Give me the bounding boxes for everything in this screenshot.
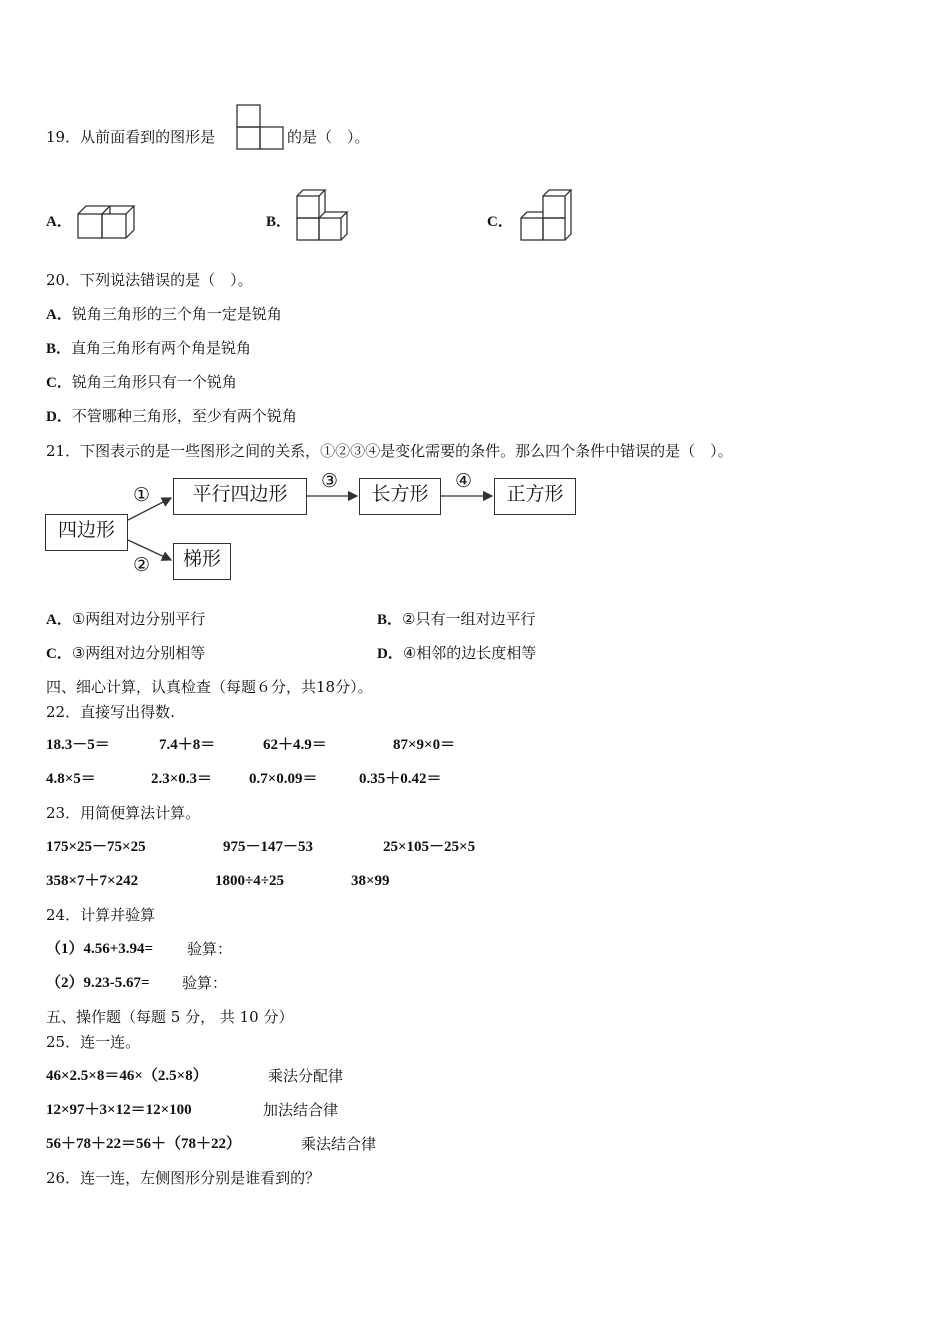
- q20-option-b[interactable]: B．直角三角形有两个角是锐角: [46, 339, 252, 357]
- section-4-title: 四、细心计算，认真检查（每题６分，共18分）。: [46, 678, 373, 696]
- q22-item: 2.3×0.3＝: [151, 771, 213, 787]
- q25-expression[interactable]: 56＋78＋22＝56＋（78＋22）: [46, 1136, 242, 1152]
- section-5-title: 五、操作题（每题 5 分， 共 10 分）: [46, 1008, 294, 1026]
- box-square: 正方形: [494, 478, 576, 515]
- q22-item: 18.3－5＝: [46, 737, 110, 753]
- q22-item: 87×9×0＝: [393, 737, 456, 753]
- q23-item: 1800÷4÷25: [215, 873, 284, 889]
- box-rectangle: 长方形: [359, 478, 441, 515]
- q24-check-2: 验算：: [182, 974, 228, 992]
- q20-option-d[interactable]: D．不管哪种三角形，至少有两个锐角: [46, 407, 297, 425]
- q24-check-1: 验算：: [187, 940, 233, 958]
- q25-expression[interactable]: 12×97＋3×12＝12×100: [46, 1102, 192, 1118]
- q20-stem: 20．下列说法错误的是（ ）。: [46, 271, 253, 289]
- q24-expr-1: （1）4.56+3.94=: [46, 941, 154, 957]
- q22-item: 4.8×5＝: [46, 771, 96, 787]
- q23-item: 175×25－75×25: [46, 839, 146, 855]
- q22-item: 0.7×0.09＝: [249, 771, 318, 787]
- q24-stem: 24．计算并验算: [46, 906, 156, 924]
- q25-expression[interactable]: 46×2.5×8＝46×（2.5×8）: [46, 1068, 208, 1084]
- q25-law[interactable]: 乘法分配律: [268, 1067, 344, 1085]
- box-trapezoid: 梯形: [173, 543, 231, 580]
- q21-arrows: [0, 0, 950, 600]
- q19-option-a-label[interactable]: A．: [46, 214, 72, 230]
- q19-suffix: 的是（ ）。: [287, 128, 370, 146]
- q21-option-d[interactable]: D．④相邻的边长度相等: [377, 644, 537, 662]
- q22-item: 0.35＋0.42＝: [359, 771, 442, 787]
- q20-option-c[interactable]: C．锐角三角形只有一个锐角: [46, 373, 237, 391]
- q23-item: 38×99: [351, 873, 390, 889]
- q22-stem: 22．直接写出得数.: [46, 703, 175, 721]
- condition-3: ③: [321, 470, 339, 492]
- q22-item: 7.4＋8＝: [159, 737, 216, 753]
- q21-option-c[interactable]: C．③两组对边分别相等: [46, 644, 206, 662]
- q25-stem: 25．连一连。: [46, 1033, 141, 1051]
- condition-1: ①: [133, 484, 151, 506]
- q20-option-a[interactable]: A．锐角三角形的三个角一定是锐角: [46, 305, 282, 323]
- q23-item: 358×7＋7×242: [46, 873, 139, 889]
- q19-option-b-label[interactable]: B．: [266, 214, 292, 230]
- q19-prefix: 19．从前面看到的图形是: [46, 128, 216, 146]
- q21-stem: 21．下图表示的是一些图形之间的关系，①②③④是变化需要的条件。那么四个条件中错误的是（ ）。: [46, 442, 733, 460]
- condition-2: ②: [133, 554, 151, 576]
- q21-option-a[interactable]: A．①两组对边分别平行: [46, 610, 206, 628]
- q24-expr-2: （2）9.23-5.67=: [46, 975, 150, 991]
- q25-law[interactable]: 加法结合律: [263, 1101, 339, 1119]
- condition-4: ④: [455, 470, 473, 492]
- q19-option-c-label[interactable]: C．: [487, 214, 513, 230]
- q21-option-b[interactable]: B．②只有一组对边平行: [377, 610, 536, 628]
- q26-stem: 26．连一连，左侧图形分别是谁看到的？: [46, 1169, 321, 1187]
- q23-stem: 23．用简便算法计算。: [46, 804, 201, 822]
- q23-item: 975－147－53: [223, 839, 314, 855]
- q23-item: 25×105－25×5: [383, 839, 476, 855]
- box-quadrilateral: 四边形: [45, 514, 128, 551]
- box-parallelogram: 平行四边形: [173, 478, 307, 515]
- q25-law[interactable]: 乘法结合律: [301, 1135, 377, 1153]
- q22-item: 62＋4.9＝: [263, 737, 327, 753]
